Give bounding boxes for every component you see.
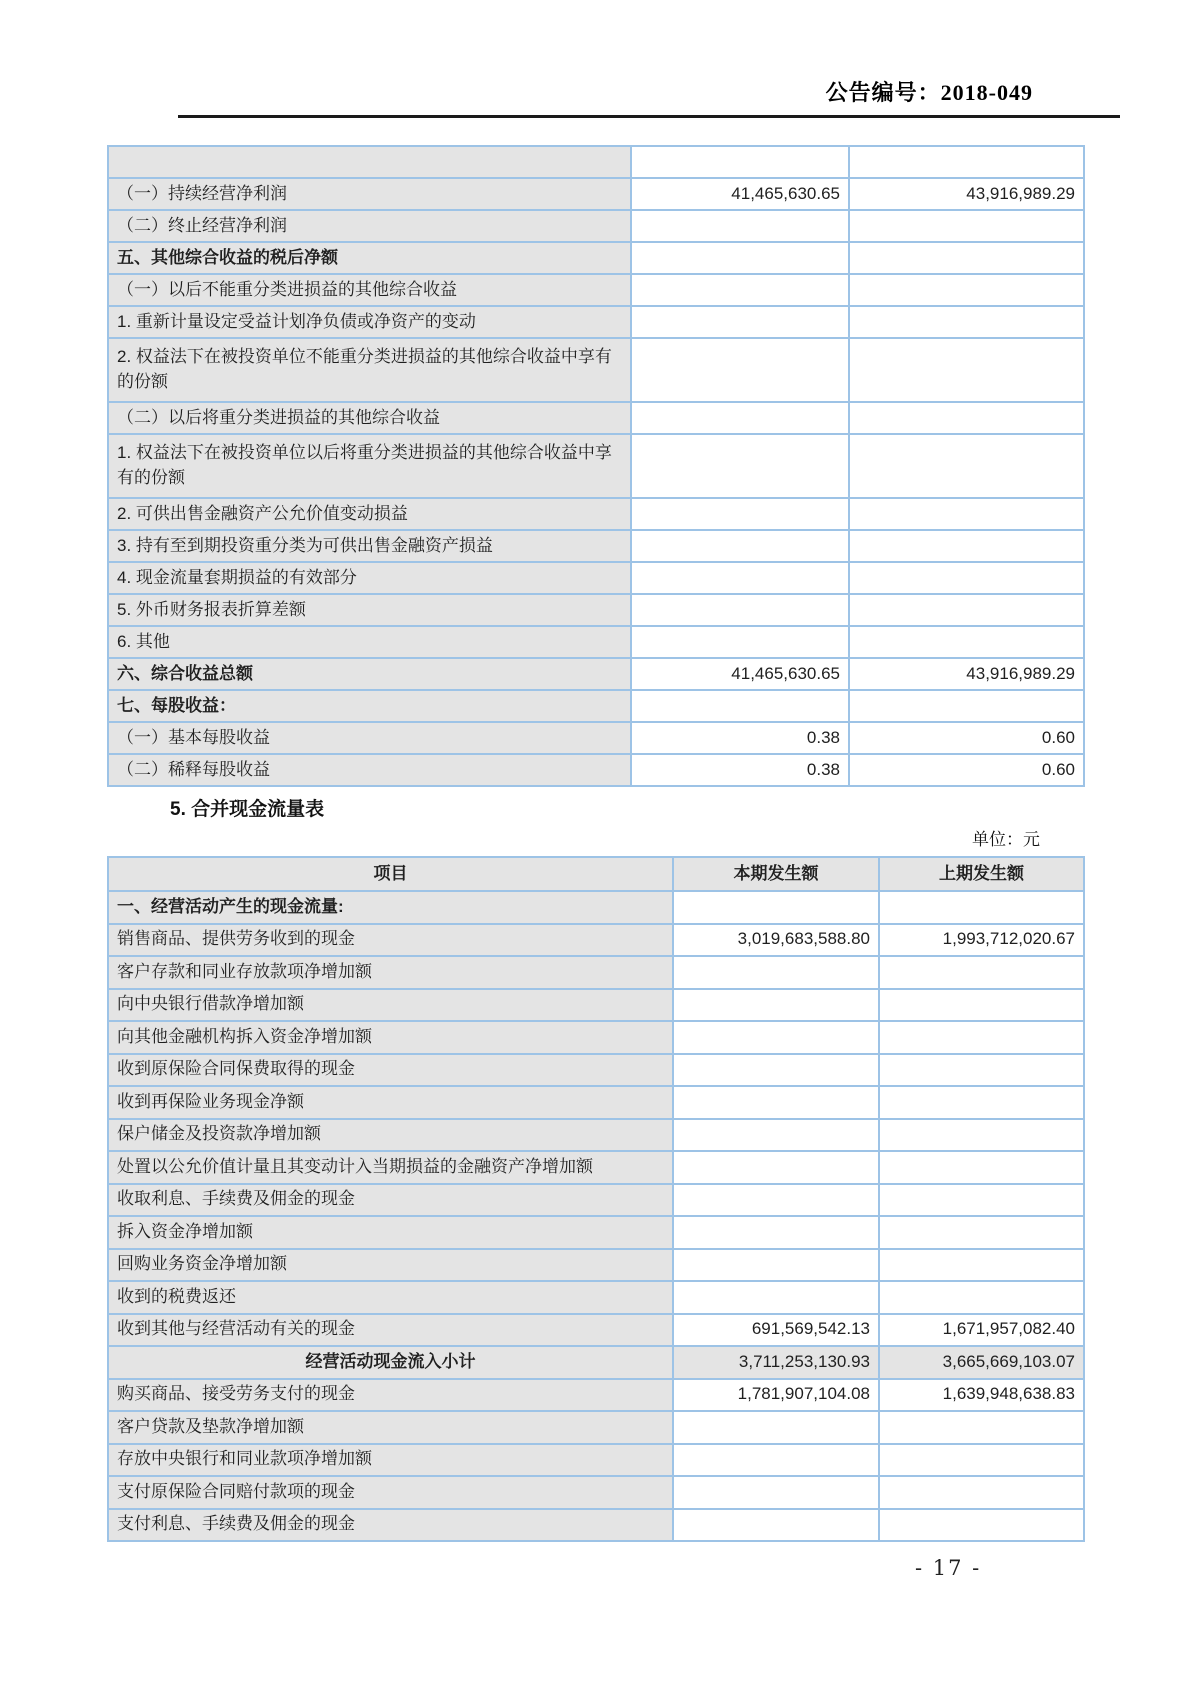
row-label-cell: （二）稀释每股收益 — [108, 754, 631, 786]
prior-period-value-cell — [849, 146, 1084, 178]
row-label-cell: 经营活动现金流入小计 — [108, 1346, 673, 1379]
prior-period-value-cell — [849, 306, 1084, 338]
current-period-value-cell — [673, 1119, 879, 1152]
prior-period-value-cell — [879, 1216, 1084, 1249]
table-row — [108, 1249, 1084, 1282]
prior-period-value-cell — [849, 434, 1084, 498]
page-number: - 17 - — [915, 1556, 982, 1580]
row-label-cell: 3. 持有至到期投资重分类为可供出售金融资产损益 — [108, 530, 631, 562]
row-label-cell: （一）持续经营净利润 — [108, 178, 631, 210]
current-period-value-cell — [673, 989, 879, 1022]
cashflow-table-head — [108, 857, 1084, 891]
table-row — [108, 1151, 1084, 1184]
prior-period-value-cell — [849, 242, 1084, 274]
prior-period-value-cell — [879, 956, 1084, 989]
current-period-value-cell — [631, 402, 849, 434]
prior-period-value-cell — [879, 1476, 1084, 1509]
prior-period-value-cell — [849, 626, 1084, 658]
table-row — [108, 924, 1084, 957]
row-label-cell: 拆入资金净增加额 — [108, 1216, 673, 1249]
prior-period-value-cell — [879, 1119, 1084, 1152]
row-label-cell: 向其他金融机构拆入资金净增加额 — [108, 1021, 673, 1054]
prior-period-value-cell — [879, 1509, 1084, 1542]
section-heading-cashflow-statement: 5. 合并现金流量表 — [170, 799, 325, 820]
prior-period-value-cell — [849, 498, 1084, 530]
column-header-1: 本期发生额 — [673, 857, 879, 891]
column-header-2: 上期发生额 — [879, 857, 1084, 891]
row-label-cell: 七、每股收益： — [108, 690, 631, 722]
prior-period-value-cell — [879, 891, 1084, 924]
prior-period-value-cell — [879, 1151, 1084, 1184]
row-label-cell: 收到的税费返还 — [108, 1281, 673, 1314]
row-label-cell: 回购业务资金净增加额 — [108, 1249, 673, 1282]
table-row — [108, 754, 1084, 786]
current-period-value-cell — [631, 242, 849, 274]
prior-period-value-cell — [879, 1249, 1084, 1282]
row-label-cell: 向中央银行借款净增加额 — [108, 989, 673, 1022]
table-row — [108, 338, 1084, 402]
current-period-value-cell — [673, 1184, 879, 1217]
table-row — [108, 1054, 1084, 1087]
table-row — [108, 626, 1084, 658]
current-period-value-cell — [631, 594, 849, 626]
row-label-cell: 支付原保险合同赔付款项的现金 — [108, 1476, 673, 1509]
table-row — [108, 1184, 1084, 1217]
row-label-cell: （二）以后将重分类进损益的其他综合收益 — [108, 402, 631, 434]
row-label-cell: 一、经营活动产生的现金流量: — [108, 891, 673, 924]
cashflow-statement-table — [107, 856, 1085, 1542]
table-row — [108, 658, 1084, 690]
income-statement-table-body — [108, 146, 1084, 786]
unit-label: 单位：元 — [972, 830, 1040, 849]
table-row — [108, 1021, 1084, 1054]
table-row — [108, 1476, 1084, 1509]
row-label-cell: 2. 可供出售金融资产公允价值变动损益 — [108, 498, 631, 530]
current-period-value-cell — [631, 626, 849, 658]
current-period-value-cell — [631, 338, 849, 402]
table-row — [108, 1119, 1084, 1152]
table-row — [108, 594, 1084, 626]
table-row — [108, 434, 1084, 498]
prior-period-value-cell — [879, 1411, 1084, 1444]
prior-period-value-cell: 1,639,948,638.83 — [879, 1379, 1084, 1412]
prior-period-value-cell: 3,665,669,103.07 — [879, 1346, 1084, 1379]
table-row — [108, 498, 1084, 530]
prior-period-value-cell — [879, 1184, 1084, 1217]
current-period-value-cell — [631, 210, 849, 242]
prior-period-value-cell: 43,916,989.29 — [849, 178, 1084, 210]
current-period-value-cell — [673, 956, 879, 989]
prior-period-value-cell — [879, 1086, 1084, 1119]
table-row — [108, 178, 1084, 210]
row-label-cell: 支付利息、手续费及佣金的现金 — [108, 1509, 673, 1542]
table-row — [108, 1216, 1084, 1249]
current-period-value-cell: 691,569,542.13 — [673, 1314, 879, 1347]
row-label-cell: 保户储金及投资款净增加额 — [108, 1119, 673, 1152]
row-label-cell: 五、其他综合收益的税后净额 — [108, 242, 631, 274]
current-period-value-cell — [631, 690, 849, 722]
current-period-value-cell — [673, 1151, 879, 1184]
row-label-cell: （二）终止经营净利润 — [108, 210, 631, 242]
row-label-cell: 4. 现金流量套期损益的有效部分 — [108, 562, 631, 594]
header-divider-line — [178, 115, 1120, 118]
prior-period-value-cell — [879, 1054, 1084, 1087]
prior-period-value-cell — [879, 1444, 1084, 1477]
table-row — [108, 956, 1084, 989]
income-statement-table — [107, 145, 1085, 787]
row-label-cell: 1. 重新计量设定受益计划净负债或净资产的变动 — [108, 306, 631, 338]
row-label-cell: 6. 其他 — [108, 626, 631, 658]
prior-period-value-cell — [879, 1021, 1084, 1054]
current-period-value-cell — [631, 274, 849, 306]
row-label-cell: 收到原保险合同保费取得的现金 — [108, 1054, 673, 1087]
current-period-value-cell — [673, 1509, 879, 1542]
row-label-cell: 处置以公允价值计量且其变动计入当期损益的金融资产净增加额 — [108, 1151, 673, 1184]
table-row — [108, 989, 1084, 1022]
announcement-number: 公告编号：2018-049 — [825, 80, 1033, 105]
current-period-value-cell — [673, 891, 879, 924]
prior-period-value-cell: 0.60 — [849, 754, 1084, 786]
cashflow-table-body — [108, 891, 1084, 1541]
prior-period-value-cell — [849, 274, 1084, 306]
current-period-value-cell — [673, 1054, 879, 1087]
current-period-value-cell: 41,465,630.65 — [631, 178, 849, 210]
row-label-cell: 客户贷款及垫款净增加额 — [108, 1411, 673, 1444]
row-label-cell: 购买商品、接受劳务支付的现金 — [108, 1379, 673, 1412]
current-period-value-cell — [631, 434, 849, 498]
prior-period-value-cell — [849, 530, 1084, 562]
row-label-cell: 存放中央银行和同业款项净增加额 — [108, 1444, 673, 1477]
table-row — [108, 1509, 1084, 1542]
prior-period-value-cell — [879, 989, 1084, 1022]
row-label-cell: 收取利息、手续费及佣金的现金 — [108, 1184, 673, 1217]
current-period-value-cell: 0.38 — [631, 722, 849, 754]
current-period-value-cell — [673, 1216, 879, 1249]
current-period-value-cell: 3,019,683,588.80 — [673, 924, 879, 957]
row-label-cell: 收到其他与经营活动有关的现金 — [108, 1314, 673, 1347]
current-period-value-cell — [673, 1249, 879, 1282]
row-label-cell: （一）以后不能重分类进损益的其他综合收益 — [108, 274, 631, 306]
table-row — [108, 530, 1084, 562]
prior-period-value-cell: 1,993,712,020.67 — [879, 924, 1084, 957]
row-label-cell — [108, 146, 631, 178]
current-period-value-cell: 0.38 — [631, 754, 849, 786]
current-period-value-cell — [673, 1411, 879, 1444]
table-row — [108, 1346, 1084, 1379]
current-period-value-cell — [673, 1086, 879, 1119]
current-period-value-cell — [673, 1444, 879, 1477]
current-period-value-cell — [631, 530, 849, 562]
row-label-cell: 销售商品、提供劳务收到的现金 — [108, 924, 673, 957]
table-row — [108, 402, 1084, 434]
prior-period-value-cell — [849, 210, 1084, 242]
table-row — [108, 1444, 1084, 1477]
prior-period-value-cell — [849, 690, 1084, 722]
table-row — [108, 1281, 1084, 1314]
table-row — [108, 1314, 1084, 1347]
current-period-value-cell — [631, 306, 849, 338]
prior-period-value-cell: 43,916,989.29 — [849, 658, 1084, 690]
row-label-cell: 六、综合收益总额 — [108, 658, 631, 690]
table-row — [108, 722, 1084, 754]
prior-period-value-cell — [849, 402, 1084, 434]
table-row — [108, 562, 1084, 594]
table-row — [108, 306, 1084, 338]
row-label-cell: 客户存款和同业存放款项净增加额 — [108, 956, 673, 989]
table-row — [108, 1411, 1084, 1444]
current-period-value-cell: 1,781,907,104.08 — [673, 1379, 879, 1412]
current-period-value-cell — [673, 1021, 879, 1054]
column-header-0: 项目 — [108, 857, 673, 891]
row-label-cell: 2. 权益法下在被投资单位不能重分类进损益的其他综合收益中享有的份额 — [108, 338, 631, 402]
current-period-value-cell: 3,711,253,130.93 — [673, 1346, 879, 1379]
current-period-value-cell — [631, 498, 849, 530]
prior-period-value-cell — [849, 594, 1084, 626]
row-label-cell: 5. 外币财务报表折算差额 — [108, 594, 631, 626]
current-period-value-cell — [631, 146, 849, 178]
prior-period-value-cell — [879, 1281, 1084, 1314]
row-label-cell: 收到再保险业务现金净额 — [108, 1086, 673, 1119]
table-row — [108, 891, 1084, 924]
prior-period-value-cell — [849, 562, 1084, 594]
table-row — [108, 146, 1084, 178]
table-row — [108, 1379, 1084, 1412]
table-header-row — [108, 857, 1084, 891]
current-period-value-cell — [631, 562, 849, 594]
current-period-value-cell — [673, 1281, 879, 1314]
current-period-value-cell — [673, 1476, 879, 1509]
prior-period-value-cell: 0.60 — [849, 722, 1084, 754]
row-label-cell: （一）基本每股收益 — [108, 722, 631, 754]
table-row — [108, 242, 1084, 274]
current-period-value-cell: 41,465,630.65 — [631, 658, 849, 690]
table-row — [108, 274, 1084, 306]
table-row — [108, 1086, 1084, 1119]
table-row — [108, 210, 1084, 242]
prior-period-value-cell — [849, 338, 1084, 402]
row-label-cell: 1. 权益法下在被投资单位以后将重分类进损益的其他综合收益中享有的份额 — [108, 434, 631, 498]
table-row — [108, 690, 1084, 722]
prior-period-value-cell: 1,671,957,082.40 — [879, 1314, 1084, 1347]
